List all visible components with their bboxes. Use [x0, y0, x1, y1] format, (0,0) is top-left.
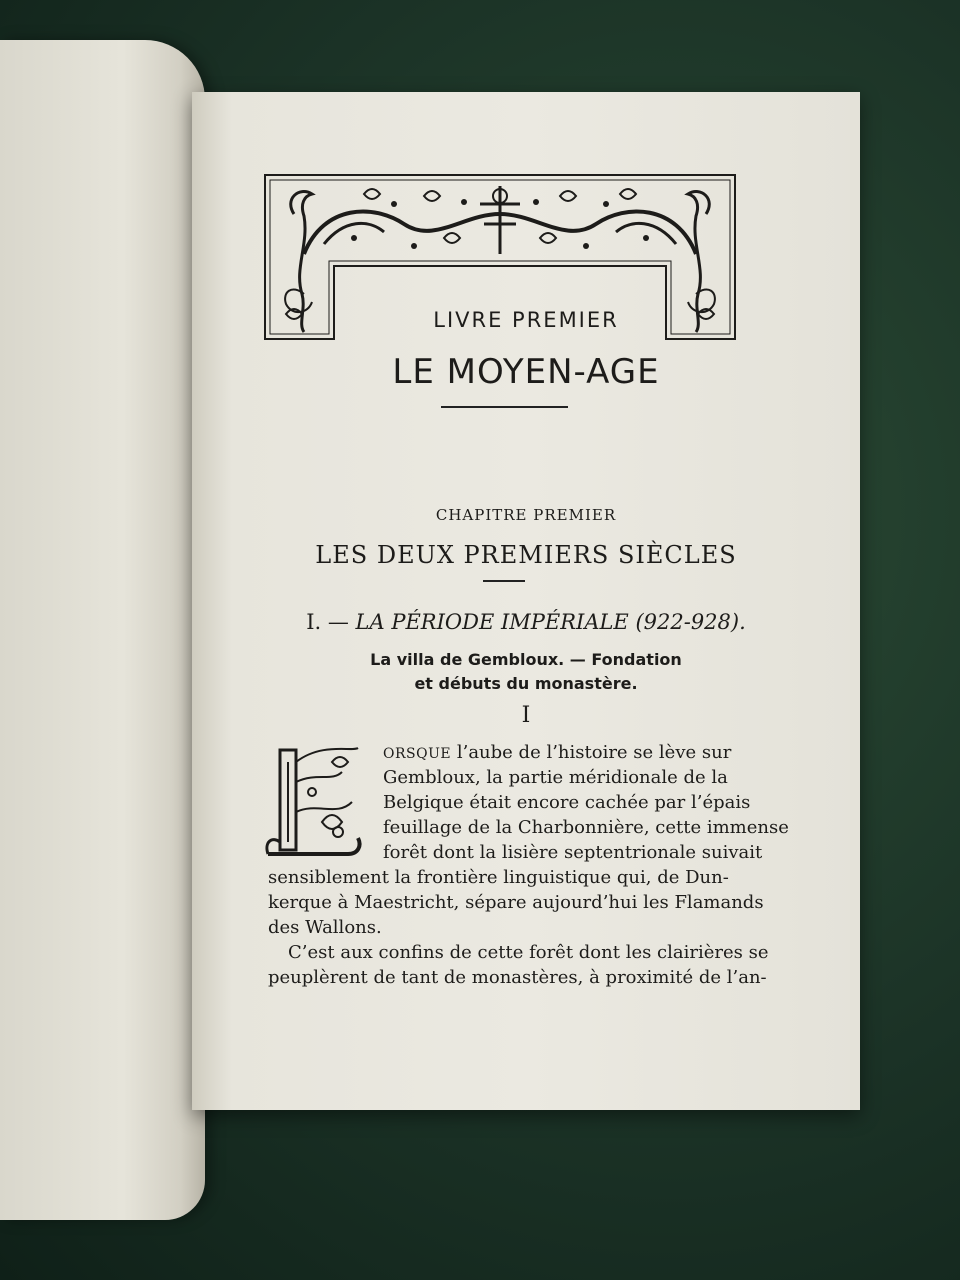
body-paragraph [268, 740, 789, 990]
body-line: peuplèrent de tant de monastères, à proximité de l’an- [268, 967, 767, 988]
chapter-rule [483, 580, 525, 582]
chapter-heading: CHAPITRE PREMIER [435, 506, 617, 524]
first-word-rest: ORSQUE [383, 746, 452, 762]
subtitle-line-1: La villa de Gembloux. — Fondation [370, 650, 682, 669]
body-line: sensiblement la frontière linguistique qui, de Dun- [268, 867, 729, 888]
body-line: C’est aux confins de cette forêt dont les clairières se [288, 942, 769, 963]
body-line: Belgique était encore cachée par l’épais [383, 792, 751, 813]
body-line: forêt dont la lisière septentrionale suivait [383, 842, 763, 863]
subsection-numeral: I [521, 703, 531, 728]
chapter-title: LES DEUX PREMIERS SIÈCLES [315, 541, 737, 569]
section-number: I. — [306, 610, 349, 634]
book-heading: LIVRE PREMIER [433, 308, 619, 332]
body-line: Gembloux, la partie méridionale de la [383, 767, 728, 788]
section-title: LA PÉRIODE IMPÉRIALE [355, 610, 629, 634]
section-heading [192, 610, 860, 634]
section-dates: (922-928). [635, 610, 746, 634]
body-line: ORSQUE l’aube de l’histoire se lève sur [383, 742, 732, 763]
body-line: des Wallons. [268, 917, 382, 938]
section-subtitle [192, 648, 860, 696]
left-page [0, 40, 205, 1220]
title-rule [441, 406, 568, 408]
body-line: feuillage de la Charbonnière, cette immense [383, 817, 789, 838]
body-line: kerque à Maestricht, sépare aujourd’hui les Flamands [268, 892, 764, 913]
book-title: LE MOYEN-AGE [392, 352, 660, 392]
subtitle-line-2: et débuts du monastère. [414, 674, 638, 693]
